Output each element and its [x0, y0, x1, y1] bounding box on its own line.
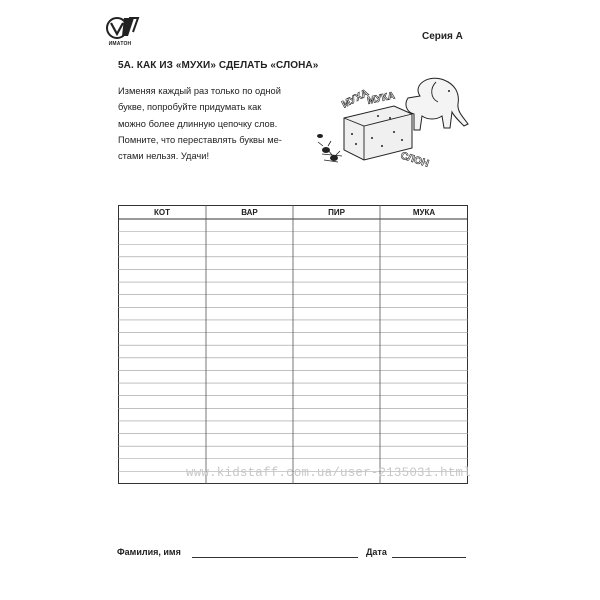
- column-header-var: ВАР: [241, 208, 258, 217]
- instruction-line: можно более длинную цепочку слов.: [118, 118, 278, 129]
- illustration-word-mukha: МУХА: [340, 87, 371, 111]
- series-label: Серия А: [422, 31, 463, 42]
- fly-icon: [317, 134, 338, 161]
- table-grid: [118, 205, 468, 484]
- logo-text: ИМАТОН: [108, 41, 132, 47]
- instruction-line: букве, попробуйте придумать как: [118, 102, 262, 113]
- column-header-muka: МУКА: [412, 208, 436, 217]
- illustration-word-muka: МУКА: [366, 90, 396, 107]
- date-label: Дата: [366, 547, 387, 557]
- task-instructions: [118, 83, 308, 164]
- column-header-kot: КОТ: [154, 208, 170, 217]
- date-input-line[interactable]: [392, 557, 466, 558]
- instruction-line: Изменяя каждый раз только по одной: [118, 86, 281, 96]
- column-header-pir: ПИР: [328, 208, 345, 217]
- name-input-line[interactable]: [192, 557, 358, 558]
- fly-to-elephant-illustration: [308, 66, 472, 176]
- watermark-text: www.kidstaff.com.ua/user-2135031.html: [186, 466, 471, 480]
- elephant-icon: [406, 78, 468, 130]
- instruction-line: Помните, что переставлять буквы ме-: [118, 134, 282, 145]
- task-title: 5А. КАК ИЗ «МУХИ» СДЕЛАТЬ «СЛОНА»: [118, 60, 319, 71]
- instruction-line: стами нельзя. Удачи!: [118, 151, 210, 162]
- name-label: Фамилия, имя: [117, 547, 181, 557]
- illustration-word-slon: СЛОН: [399, 150, 431, 170]
- word-chain-table[interactable]: [118, 205, 468, 484]
